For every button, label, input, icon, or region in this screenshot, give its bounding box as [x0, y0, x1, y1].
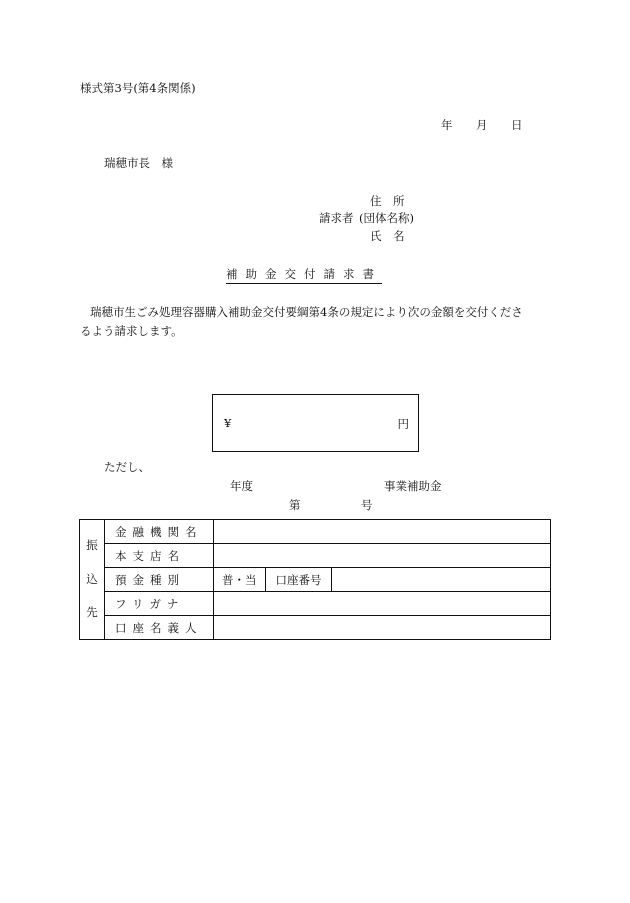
- form-number: 様式第3号(第4条関係): [80, 81, 196, 95]
- account-holder-field[interactable]: [214, 616, 551, 640]
- deposit-type-option[interactable]: 普・当: [214, 568, 266, 591]
- account-number-label: 口座番号: [266, 568, 332, 591]
- yen-symbol: ¥: [224, 416, 232, 430]
- number-suffix: 号: [361, 498, 373, 512]
- request-paragraph-line-1: 瑞穂市生ごみ処理容器購入補助金交付要綱第4条の規定により次の金額を交付くださ: [90, 305, 523, 319]
- branch-name-label: 本支店名: [105, 544, 214, 568]
- document-title: 補助金交付請求書: [226, 268, 382, 284]
- number-prefix: 第: [289, 498, 301, 512]
- table-row: [80, 616, 551, 640]
- address-label: 住 所: [370, 194, 405, 208]
- bank-name-label: 金融機関名: [105, 520, 214, 544]
- date-day-field[interactable]: 日: [511, 118, 523, 132]
- date-year-field[interactable]: 年: [441, 118, 453, 132]
- header-char: 先: [86, 605, 98, 620]
- fiscal-year-label: 年度: [230, 479, 253, 493]
- deposit-type-cell: [214, 568, 551, 592]
- request-paragraph: [80, 303, 554, 341]
- addressee: 瑞穂市長 様: [104, 156, 173, 170]
- account-holder-label: 口座名義人: [105, 616, 214, 640]
- header-char: 振: [86, 537, 98, 552]
- date-month-field[interactable]: 月: [476, 118, 488, 132]
- proviso-label: ただし、: [104, 460, 150, 474]
- furigana-label: フリガナ: [105, 592, 214, 616]
- branch-name-field[interactable]: [214, 544, 551, 568]
- request-paragraph-line-2: るよう請求します。: [80, 324, 183, 338]
- furigana-field[interactable]: [214, 592, 551, 616]
- yen-unit: 円: [397, 417, 409, 431]
- name-label: 氏 名: [370, 229, 405, 243]
- header-char: 込: [86, 571, 98, 586]
- table-row: [80, 520, 551, 544]
- account-number-field[interactable]: [332, 568, 550, 591]
- transfer-destination-header: [80, 520, 105, 640]
- table-row: [80, 592, 551, 616]
- organization-label: (団体名称): [359, 211, 414, 225]
- amount-box[interactable]: [212, 394, 419, 452]
- transfer-table: [79, 519, 551, 640]
- bank-name-field[interactable]: [214, 520, 551, 544]
- requester-label: 請求者: [319, 211, 354, 225]
- table-row: [80, 544, 551, 568]
- project-label: 事業補助金: [384, 479, 442, 493]
- deposit-type-label: 預金種別: [105, 568, 214, 592]
- table-row: [80, 568, 551, 592]
